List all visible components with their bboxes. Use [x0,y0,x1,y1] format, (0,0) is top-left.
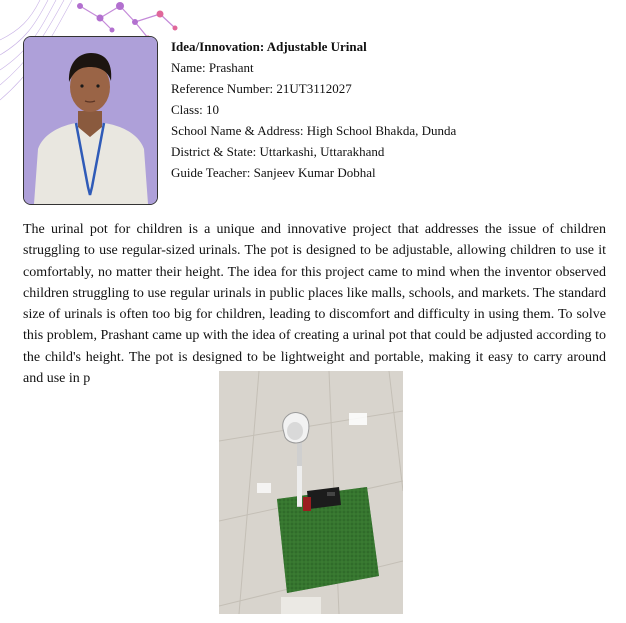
student-class: Class: 10 [171,102,220,117]
district-state: District & State: Uttarkashi, Uttarakhand [171,144,385,159]
idea-title: Idea/Innovation: Adjustable Urinal [171,39,367,54]
guide-teacher: Guide Teacher: Sanjeev Kumar Dobhal [171,165,376,180]
urinal-prototype-photo [219,371,403,614]
student-portrait [23,36,158,205]
student-name: Name: Prashant [171,60,254,75]
student-info [171,36,456,183]
reference-number: Reference Number: 21UT3112027 [171,81,352,96]
school-address: School Name & Address: High School Bhakda, Dunda [171,123,457,138]
project-description: The urinal pot for children is a unique and innovative project that addresses the issue of children struggling to use regular-sized urinals. The pot is designed to be adjustable, allowing children to use it comfortably, no matter their height. The idea for this project came to mind when the inventor observed children struggling to use regular urinals in public places like malls, schools, and markets. The standard size of urinals is often too big for children, leading to discomfort and difficulty in using them. To solve this problem, Prashant came up with the idea of creating a urinal pot that could be adjusted according to the child's height. The pot is designed to be lightweight and portable, making it easy to carry around and use in p [23,222,606,387]
